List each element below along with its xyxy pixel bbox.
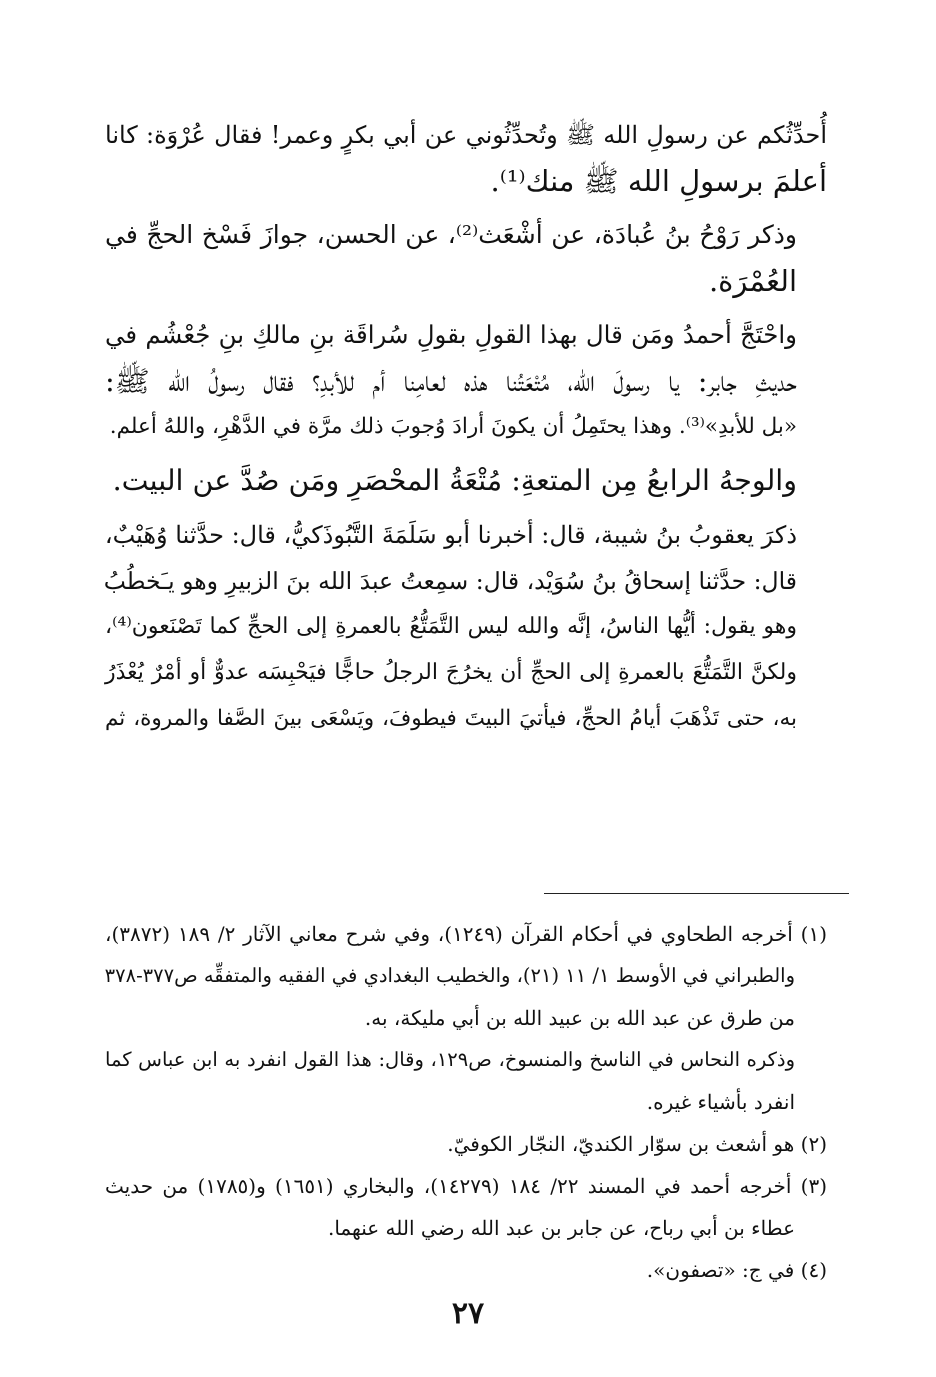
paragraph-4: [105, 458, 827, 504]
paragraph-1: [105, 112, 827, 204]
text-line: قال: حدَّثنا إسحاقُ بنُ سُوَيْد، قال: سمِعتُ عبدَ الله بنَ الزبيرِ وهو يـَخطُبُ: [103, 567, 797, 595]
text-line: واحْتَجَّ أحمدُ ومَن قال بهذا القولِ بقولِ سُراقَة بنِ مالكِ بنِ جُعْشُم في: [105, 320, 797, 349]
text-line: وهو يقول: أيُّها الناسُ، إنَّه والله ليس التَّمَتُّعُ بالعمرةِ إلى الحجِّ كما تَصْنَعون⁽⁴⁾،: [105, 614, 797, 639]
text-line: ذكرَ يعقوبُ بنُ شيبة، قال: أخبرنا أبو سَلَمَةَ التَّبُوذَكيُّ، قال: حدَّثنا وُهَيْبٌ،: [104, 521, 797, 549]
footnote-1-line: والطبراني في الأوسط ١/ ١١ (٢١)، والخطيب البغدادي في الفقيه والمتفقِّه ص٣٧٧-٣٧٨: [104, 964, 795, 987]
footnote-3-line: (٣) أخرجه أحمد في المسند ٢٢/ ١٨٤ (١٤٢٧٩)، والبخاري (١٦٥١) و(١٧٨٥) من حديث: [105, 1174, 828, 1198]
text-line: به، حتى تَذْهَبَ أيامُ الحجِّ، فيأتيَ البيتَ فيطوفَ، ويَسْعَى بينَ الصَّفا والمروة، ثم: [105, 706, 797, 731]
text-line: ولكنَّ التَّمَتُّعَ بالعمرةِ إلى الحجِّ أن يخرُجَ الرجلُ حاجًّا فيَحْبِسَه عدوٌّ أو أمْرٌ يُعْذَرُ: [105, 660, 797, 685]
text-line: حديثِ جابر: يا رسولَ الله، مُتْعَتُنا هذه لعامِنا أم للأبدِ؟ فقال رسولُ الله ﷺ:: [105, 364, 797, 398]
footnote-4: (٤) في ج: «تصفون».: [646, 1258, 827, 1282]
footnote-separator: [544, 893, 849, 894]
text-line: والوجهُ الرابعُ مِن المتعةِ: مُتْعَةُ المحْصَرِ ومَن صُدَّ عن البيت.: [112, 464, 797, 497]
footnote-1-line: انفرد بأشياء غيره.: [646, 1090, 795, 1114]
main-text: [105, 112, 827, 750]
text-line: أعلمَ برسولِ الله ﷺ منك⁽¹⁾.: [490, 164, 827, 198]
text-line: العُمْرَة.: [708, 264, 797, 298]
footnote-1-line: وذكره النحاس في الناسخ والمنسوخ، ص١٢٩، وقال: هذا القول انفرد به ابن عباس كما: [105, 1048, 795, 1071]
page-number: ٢٧: [451, 1296, 485, 1331]
footnote-1-line: (١) أخرجه الطحاوي في أحكام القرآن (١٢٤٩)، وفي شرح معاني الآثار ٢/ ١٨٩ (٣٨٧٢)،: [105, 922, 828, 946]
paragraph-5: [105, 512, 827, 742]
paragraph-2: [105, 212, 827, 304]
footnotes: [105, 913, 827, 1291]
text-line: «بل للأبدِ»⁽³⁾. وهذا يحتَمِلُ أن يكونَ أرادَ وُجوبَ ذلك مرَّة في الدَّهْرِ، واللهُ أعلم.: [109, 414, 797, 439]
text-line: أُحدِّثُكم عن رسولِ الله ﷺ وتُحدِّثُوني عن أبي بكرٍ وعمر! فقال عُرْوَة: كانا: [105, 121, 827, 149]
footnote-1-line: من طرق عن عبد الله بن عبيد الله بن أبي مليكة، به.: [364, 1006, 795, 1030]
footnote-2: (٢) هو أشعث بن سوّار الكنديّ، النجّار الكوفيّ.: [447, 1132, 827, 1156]
footnote-3-line: عطاء بن أبي رباح، عن جابر بن عبد الله رضي الله عنهما.: [327, 1216, 795, 1240]
text-line: وذكر رَوْحُ بنُ عُبادَة، عن أشْعَث⁽²⁾، عن الحسن، جوازَ فَسْخ الحجِّ في: [105, 220, 797, 249]
paragraph-3: [105, 312, 827, 450]
